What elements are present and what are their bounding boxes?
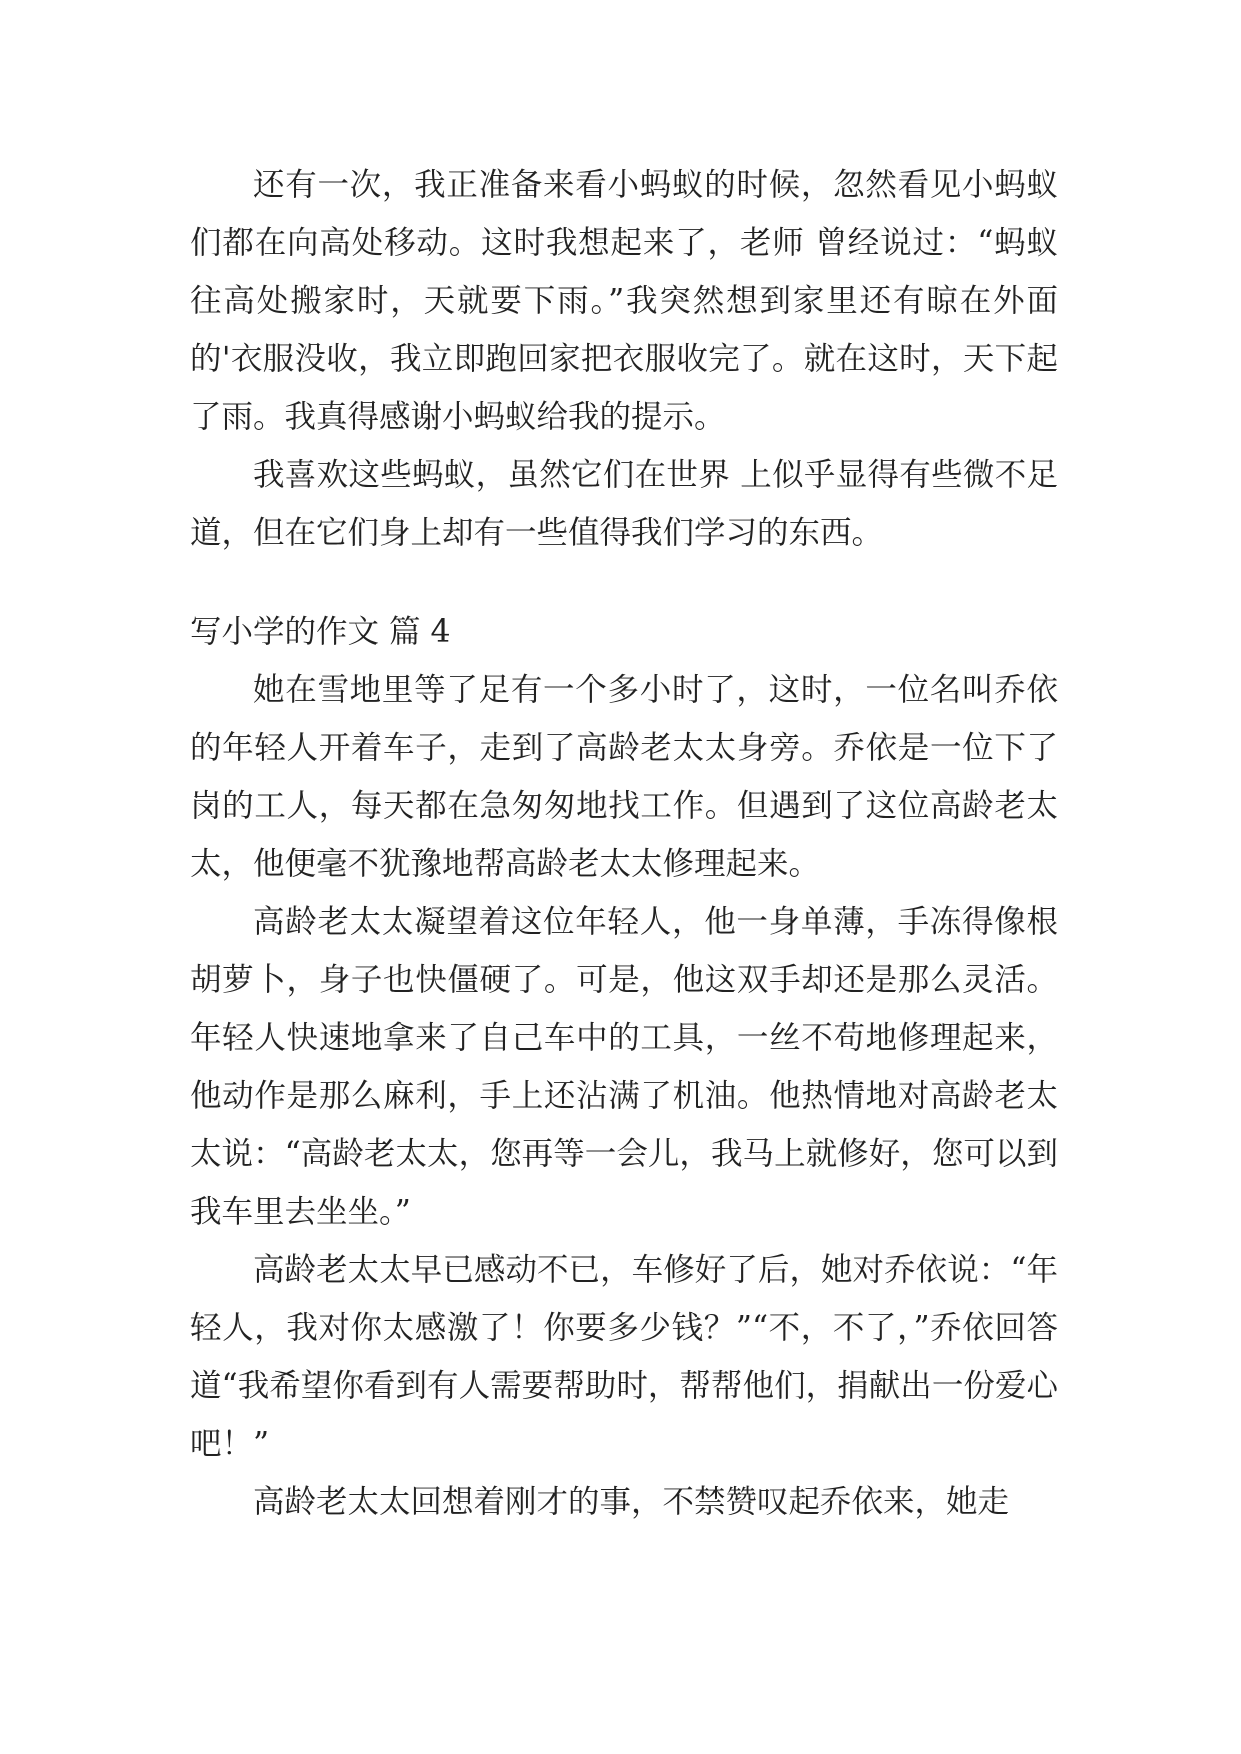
- document-body: [190, 156, 1058, 1531]
- paragraph-snow-wait: 她在雪地里等了足有一个多小时了，这时，一位名叫乔依的年轻人开着车子，走到了高龄老太太身旁。乔依是一位下了岗的工人，每天都在急匆匆地找工作。但遇到了这位高龄老太太，他便毫不犹豫地帮高龄老太太修理起来。: [190, 672, 1058, 882]
- paragraph-thanks-dialogue: 高龄老太太早已感动不已，车修好了后，她对乔依说：“年轻人，我对你太感激了！你要多少钱？”“不，不了，”乔依回答道“我希望你看到有人需要帮助时，帮帮他们，捐献出一份爱心吧！”: [190, 1252, 1058, 1462]
- paragraph-recollection: 高龄老太太回想着刚才的事，不禁赞叹起乔依来，她走: [253, 1484, 1010, 1520]
- paragraph-ant-rain: 还有一次，我正准备来看小蚂蚁的时候，忽然看见小蚂蚁们都在向高处移动。这时我想起来了，老师 曾经说过：“蚂蚁往高处搬家时，天就要下雨。”我突然想到家里还有晾在外面的'衣服没收，我立即跑回家把衣服收完了。就在这时，天下起了雨。我真得感谢小蚂蚁给我的提示。: [190, 167, 1058, 435]
- section-heading: 写小学的作文 篇 4: [190, 614, 451, 650]
- paragraph-ant-conclusion: 我喜欢这些蚂蚁，虽然它们在世界 上似乎显得有些微不足道，但在它们身上却有一些值得我们学习的东西。: [190, 457, 1058, 551]
- paragraph-young-man-repair: 高龄老太太凝望着这位年轻人，他一身单薄，手冻得像根胡萝卜，身子也快僵硬了。可是，他这双手却还是那么灵活。年轻人快速地拿来了自己车中的工具，一丝不苟地修理起来，他动作是那么麻利，手上还沾满了机油。他热情地对高龄老太太说：“高龄老太太，您再等一会儿，我马上就修好，您可以到我车里去坐坐。”: [190, 904, 1058, 1230]
